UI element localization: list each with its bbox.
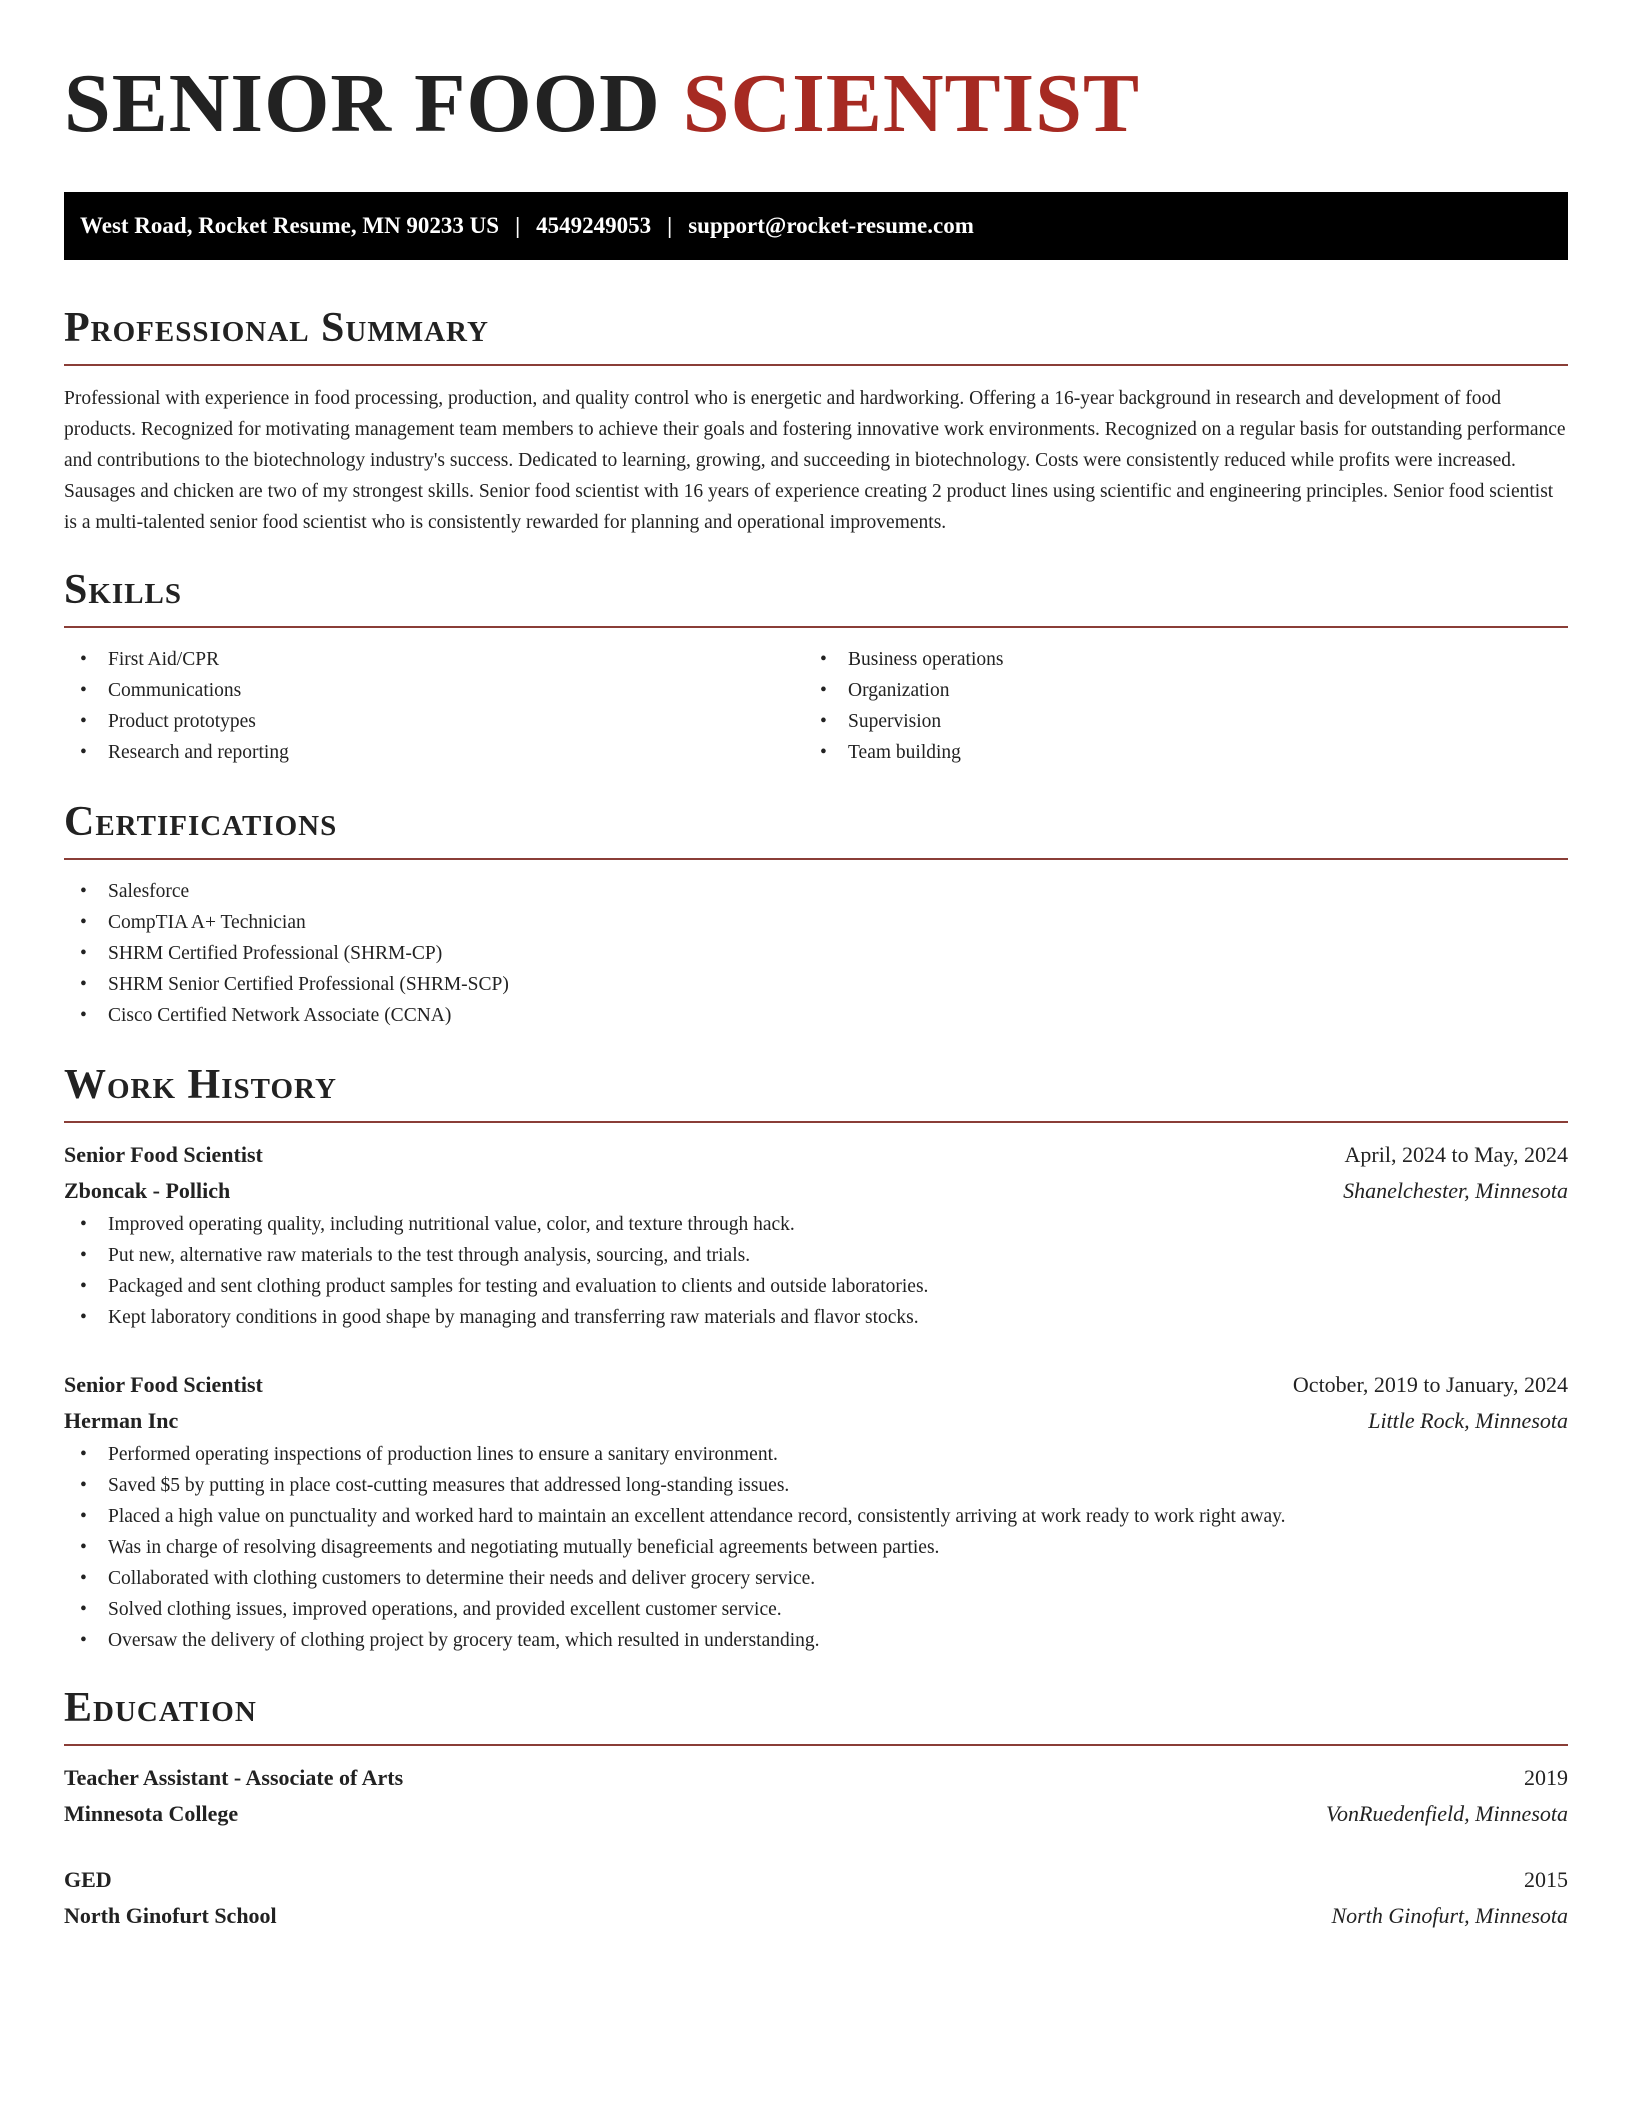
skill-item: • Supervision: [804, 706, 1544, 737]
job-entry: [64, 1137, 1568, 1333]
skill-item: • Business operations: [804, 644, 1544, 675]
section-heading-skills: Skills: [64, 567, 183, 613]
skill-item: • Team building: [804, 737, 1544, 768]
education-school-row: [64, 1898, 1568, 1934]
job-bullet: • Oversaw the delivery of clothing project by grocery team, which resulted in understanding.: [64, 1625, 1568, 1656]
section-divider: [64, 858, 1568, 860]
job-bullet: • Saved $5 by putting in place cost-cutting measures that addressed long-standing issues.: [64, 1470, 1568, 1501]
education-school: North Ginofurt School: [64, 1903, 277, 1928]
skills-column-left: [64, 644, 804, 768]
certification-item: • Cisco Certified Network Associate (CCNA): [64, 1000, 1568, 1031]
skill-item: • Research and reporting: [64, 737, 804, 768]
summary-text: Professional with experience in food processing, production, and quality control who is energetic and hardworking. Offering a 16-year background in research and development of food products. Recognized for motivating management team members to achieve their goals and fostering innovative work environments. Recognized on a regular basis for outstanding performance and contributions to the biotechnology industry's success. Dedicated to learning, growing, and succeeding in biotechnology. Costs were consistently reduced while profits were increased. Sausages and chicken are two of my strongest skills. Senior food scientist with 16 years of experience creating 2 product lines using scientific and engineering principles. Senior food scientist is a multi-talented senior food scientist who is consistently rewarded for planning and operational improvements.: [64, 388, 1566, 533]
job-dates: April, 2024 to May, 2024: [1344, 1142, 1568, 1167]
education-section: [64, 1684, 1568, 1934]
section-heading-education: Education: [64, 1685, 257, 1731]
education-degree-row: [64, 1862, 1568, 1898]
section-divider: [64, 364, 1568, 366]
section-heading-work-history: Work History: [64, 1062, 337, 1108]
section-heading-summary: Professional Summary: [64, 305, 489, 351]
education-entry: [64, 1760, 1568, 1832]
skill-item: • First Aid/CPR: [64, 644, 804, 675]
skills-column-right: [804, 644, 1544, 768]
certification-item: • SHRM Senior Certified Professional (SHRM-SCP): [64, 969, 1568, 1000]
skill-item: • Product prototypes: [64, 706, 804, 737]
title-accent: SCIENTIST: [682, 57, 1140, 150]
section-divider: [64, 1121, 1568, 1123]
job-company: Zboncak - Pollich: [64, 1178, 231, 1203]
contact-phone[interactable]: 4549249053: [536, 213, 652, 238]
skills-section: [64, 566, 1568, 768]
skill-item: • Organization: [804, 675, 1544, 706]
job-bullets: [64, 1439, 1568, 1656]
education-location: North Ginofurt, Minnesota: [1331, 1903, 1568, 1928]
summary-section: [64, 304, 1568, 538]
job-bullet: • Improved operating quality, including nutritional value, color, and texture through hack.: [64, 1209, 1568, 1240]
section-heading-certifications: Certifications: [64, 799, 338, 845]
job-title: Senior Food Scientist: [64, 1372, 263, 1397]
job-company-row: [64, 1173, 1568, 1209]
job-bullet: • Kept laboratory conditions in good shape by managing and transferring raw materials and flavor stocks.: [64, 1302, 1568, 1333]
job-title: Senior Food Scientist: [64, 1142, 263, 1167]
education-degree: Teacher Assistant - Associate of Arts: [64, 1765, 404, 1790]
certification-item: • CompTIA A+ Technician: [64, 907, 1568, 938]
job-header-row: [64, 1137, 1568, 1173]
education-year: 2019: [1524, 1765, 1568, 1790]
job-bullets: [64, 1209, 1568, 1333]
job-company: Herman Inc: [64, 1408, 179, 1433]
work-history-section: [64, 1061, 1568, 1656]
job-bullet: • Solved clothing issues, improved operations, and provided excellent customer service.: [64, 1594, 1568, 1625]
resume-title: [64, 58, 1568, 150]
certification-item: • Salesforce: [64, 876, 1568, 907]
skill-item: • Communications: [64, 675, 804, 706]
job-bullet: • Performed operating inspections of production lines to ensure a sanitary environment.: [64, 1439, 1568, 1470]
education-degree: GED: [64, 1867, 112, 1892]
education-year: 2015: [1524, 1867, 1568, 1892]
education-degree-row: [64, 1760, 1568, 1796]
education-entry: [64, 1862, 1568, 1934]
education-school: Minnesota College: [64, 1801, 239, 1826]
job-company-row: [64, 1403, 1568, 1439]
job-bullet: • Packaged and sent clothing product samples for testing and evaluation to clients and outside laboratories.: [64, 1271, 1568, 1302]
job-bullet: • Collaborated with clothing customers to determine their needs and deliver grocery service.: [64, 1563, 1568, 1594]
contact-bar: [64, 192, 1568, 260]
certifications-list: [64, 876, 1568, 1031]
section-divider: [64, 1744, 1568, 1746]
job-location: Little Rock, Minnesota: [1368, 1408, 1568, 1433]
job-location: Shanelchester, Minnesota: [1343, 1178, 1568, 1203]
certification-item: • SHRM Certified Professional (SHRM-CP): [64, 938, 1568, 969]
contact-separator: |: [667, 213, 673, 238]
title-main: SENIOR FOOD: [64, 57, 661, 150]
job-bullet: • Placed a high value on punctuality and worked hard to maintain an excellent attendance record, consistently arriving at work ready to work right away.: [64, 1501, 1568, 1532]
job-header-row: [64, 1367, 1568, 1403]
contact-separator: |: [515, 213, 521, 238]
contact-address: West Road, Rocket Resume, MN 90233 US: [80, 213, 500, 238]
education-school-row: [64, 1796, 1568, 1832]
job-bullet: • Put new, alternative raw materials to the test through analysis, sourcing, and trials.: [64, 1240, 1568, 1271]
job-dates: October, 2019 to January, 2024: [1292, 1372, 1568, 1397]
certifications-section: [64, 798, 1568, 1031]
job-entry: [64, 1367, 1568, 1656]
education-location: VonRuedenfield, Minnesota: [1326, 1801, 1568, 1826]
skills-grid: [64, 644, 1568, 768]
section-divider: [64, 626, 1568, 628]
contact-email[interactable]: support@rocket-resume.com: [688, 213, 974, 238]
job-bullet: • Was in charge of resolving disagreements and negotiating mutually beneficial agreements between parties.: [64, 1532, 1568, 1563]
